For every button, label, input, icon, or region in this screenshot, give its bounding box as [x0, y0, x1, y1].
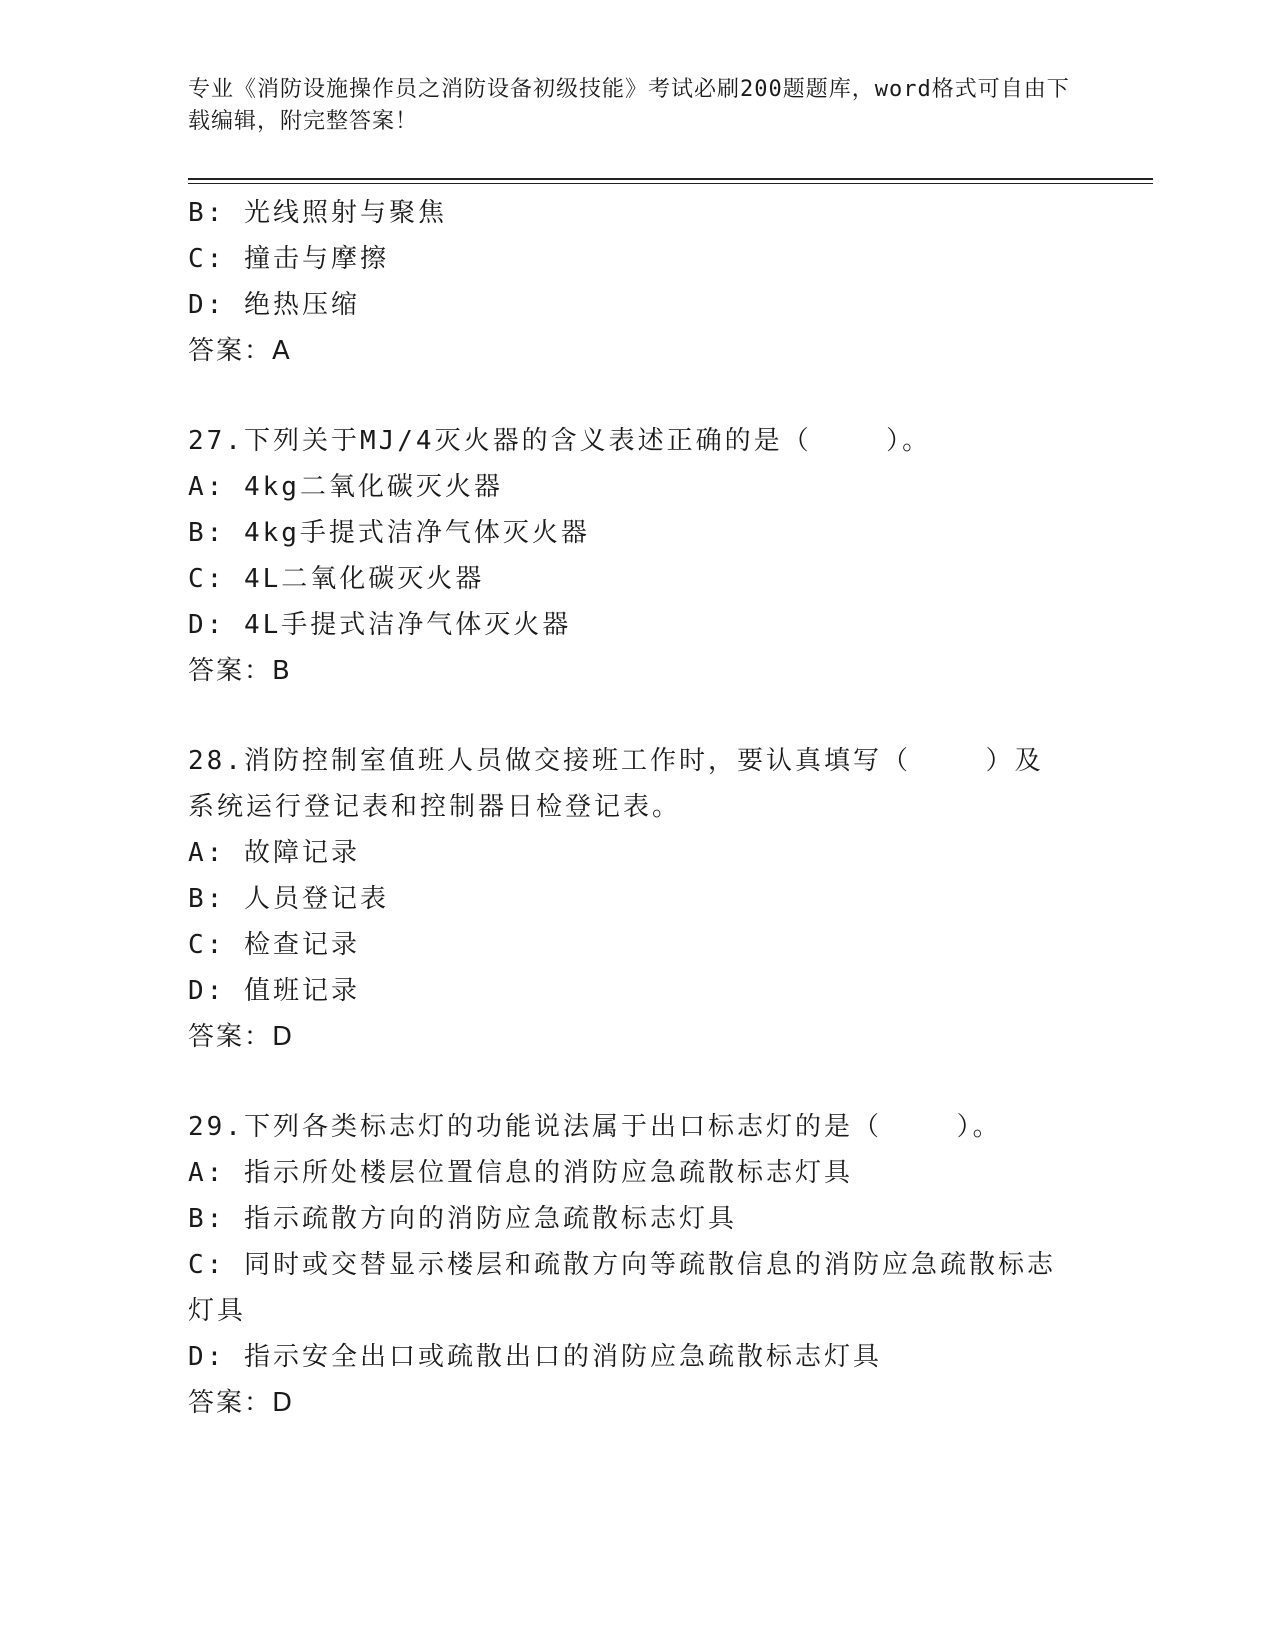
option-b: B: 光线照射与聚焦 — [188, 198, 447, 228]
option-a: A: 指示所处楼层位置信息的消防应急疏散标志灯具 — [188, 1158, 853, 1188]
option-c: C: 同时或交替显示楼层和疏散方向等疏散信息的消防应急疏散标志灯具 — [188, 1250, 1056, 1326]
option-c: C: 检查记录 — [188, 930, 360, 960]
option-b: B: 指示疏散方向的消防应急疏散标志灯具 — [188, 1204, 737, 1234]
option-b: B: 4kg手提式洁净气体灭火器 — [188, 518, 590, 548]
spacer — [188, 1060, 1068, 1104]
question-stem: 28.消防控制室值班人员做交接班工作时，要认真填写（ ）及系统运行登记表和控制器日检登记表。 — [188, 746, 1044, 822]
question-stem: 29.下列各类标志灯的功能说法属于出口标志灯的是（ ）。 — [188, 1112, 1002, 1142]
answer: 答案：B — [188, 656, 292, 686]
question-29 — [188, 1104, 1068, 1426]
option-d: D: 值班记录 — [188, 976, 360, 1006]
spacer — [188, 694, 1068, 738]
spacer — [188, 374, 1068, 418]
answer: 答案：D — [188, 1022, 295, 1052]
option-a: A: 故障记录 — [188, 838, 360, 868]
question-stem: 27.下列关于MJ/4灭火器的含义表述正确的是（ ）。 — [188, 426, 932, 456]
page-header: 专业《消防设施操作员之消防设备初级技能》考试必刷200题题库，word格式可自由下载编辑，附完整答案！ — [188, 77, 1070, 134]
option-c: C: 撞击与摩擦 — [188, 244, 389, 274]
option-d: D: 指示安全出口或疏散出口的消防应急疏散标志灯具 — [188, 1342, 882, 1372]
option-d: D: 4L手提式洁净气体灭火器 — [188, 610, 572, 640]
header-divider-thick — [188, 178, 1153, 180]
document-body — [188, 190, 1068, 1426]
option-a: A: 4kg二氧化碳灭火器 — [188, 472, 503, 502]
answer: 答案：D — [188, 1388, 295, 1418]
answer: 答案：A — [188, 336, 292, 366]
option-d: D: 绝热压缩 — [188, 290, 360, 320]
option-b: B: 人员登记表 — [188, 884, 389, 914]
option-c: C: 4L二氧化碳灭火器 — [188, 564, 485, 594]
question-28 — [188, 738, 1068, 1060]
question-26-tail — [188, 190, 1068, 374]
question-27 — [188, 418, 1068, 694]
header-divider-thin — [188, 183, 1153, 184]
